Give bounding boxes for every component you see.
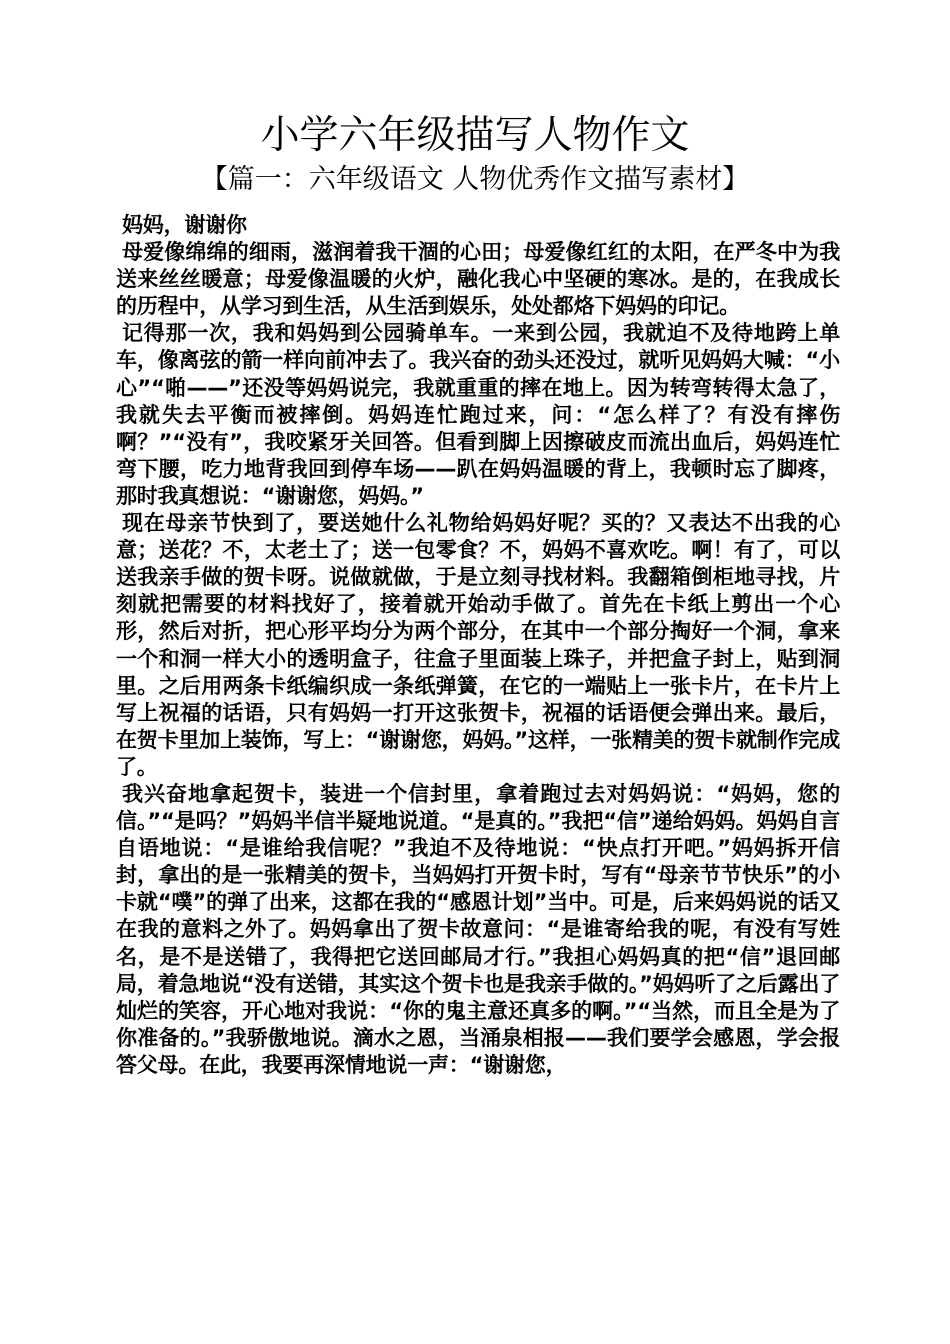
essay-title: 妈妈，谢谢你 [122,213,247,237]
essay-paragraph: 记得那一次，我和妈妈到公园骑单车。一来到公园，我就迫不及待地跨上单车，像离弦的箭一样向前冲去了。我兴奋的劲头还没过，就听见妈妈大喊：“小心”“啪——”还没等妈妈说完，我就重重的摔在地上。因为转弯转得太急了，我就失去平衡而被摔倒。妈妈连忙跑过来，问：“怎么样了？有没有摔伤啊？”“没有”，我咬紧牙关回答。但看到脚上因擦破皮而流出血后，妈妈连忙弯下腰，吃力地背我回到停车场——趴在妈妈温暖的背上，我顿时忘了脚疼，那时我真想说：“谢谢您，妈妈。” [116,321,840,508]
essay-paragraph: 我兴奋地拿起贺卡，装进一个信封里，拿着跑过去对妈妈说：“妈妈，您的信。”“是吗？”妈妈半信半疑地说道。“是真的。”我把“信”递给妈妈。妈妈自言自语地说：“是谁给我信呢？”我迫不及待地说：“快点打开吧。”妈妈拆开信封，拿出的是一张精美的贺卡，当妈妈打开贺卡时，写有“母亲节节快乐”的小卡就“噗”的弹了出来，这都在我的“感恩计划”当中。可是，后来妈妈说的话又在我的意料之外了。妈妈拿出了贺卡故意问：“是谁寄给我的呢，有没有写姓名，是不是送错了，我得把它送回邮局才行。”我担心妈妈真的把“信”退回邮局，着急地说“没有送错，其实这个贺卡也是我亲手做的。”妈妈听了之后露出了灿烂的笑容，开心地对我说：“你的鬼主意还真多的啊。”“当然，而且全是为了你准备的。”我骄傲地说。滴水之恩，当涌泉相报——我们要学会感恩，学会报答父母。在此，我要再深情地说一声：“谢谢您， [116,781,840,1077]
essay-paragraph: 现在母亲节快到了，要送她什么礼物给妈妈好呢？买的？又表达不出我的心意；送花？不，太老土了；送一包零食？不，妈妈不喜欢吃。啊！有了，可以送我亲手做的贺卡呀。说做就做，于是立刻寻找材料。我翻箱倒柜地寻找，片刻就把需要的材料找好了，接着就开始动手做了。首先在卡纸上剪出一个心形，然后对折，把心形平均分为两个部分，在其中一个部分掏好一个洞，拿来一个和洞一样大小的透明盒子，往盒子里面装上珠子，并把盒子封上，贴到洞里。之后用两条卡纸编织成一条纸弹簧，在它的一端贴上一张卡片，在卡片上写上祝福的话语，只有妈妈一打开这张贺卡，祝福的话语便会弹出来。最后，在贺卡里加上装饰，写上：“谢谢您，妈妈。”这样，一张精美的贺卡就制作完成了。 [116,511,840,779]
essay-body [116,212,840,1079]
document-subtitle: 【篇一：六年级语文 人物优秀作文描写素材】 [200,164,750,195]
document-title: 小学六年级描写人物作文 [260,113,690,158]
essay-paragraph: 母爱像绵绵的细雨，滋润着我干涸的心田；母爱像红红的太阳，在严冬中为我送来丝丝暖意；母爱像温暖的火炉，融化我心中坚硬的寒冰。是的，在我成长的历程中，从学习到生活，从生活到娱乐，处处都烙下妈妈的印记。 [116,240,840,319]
